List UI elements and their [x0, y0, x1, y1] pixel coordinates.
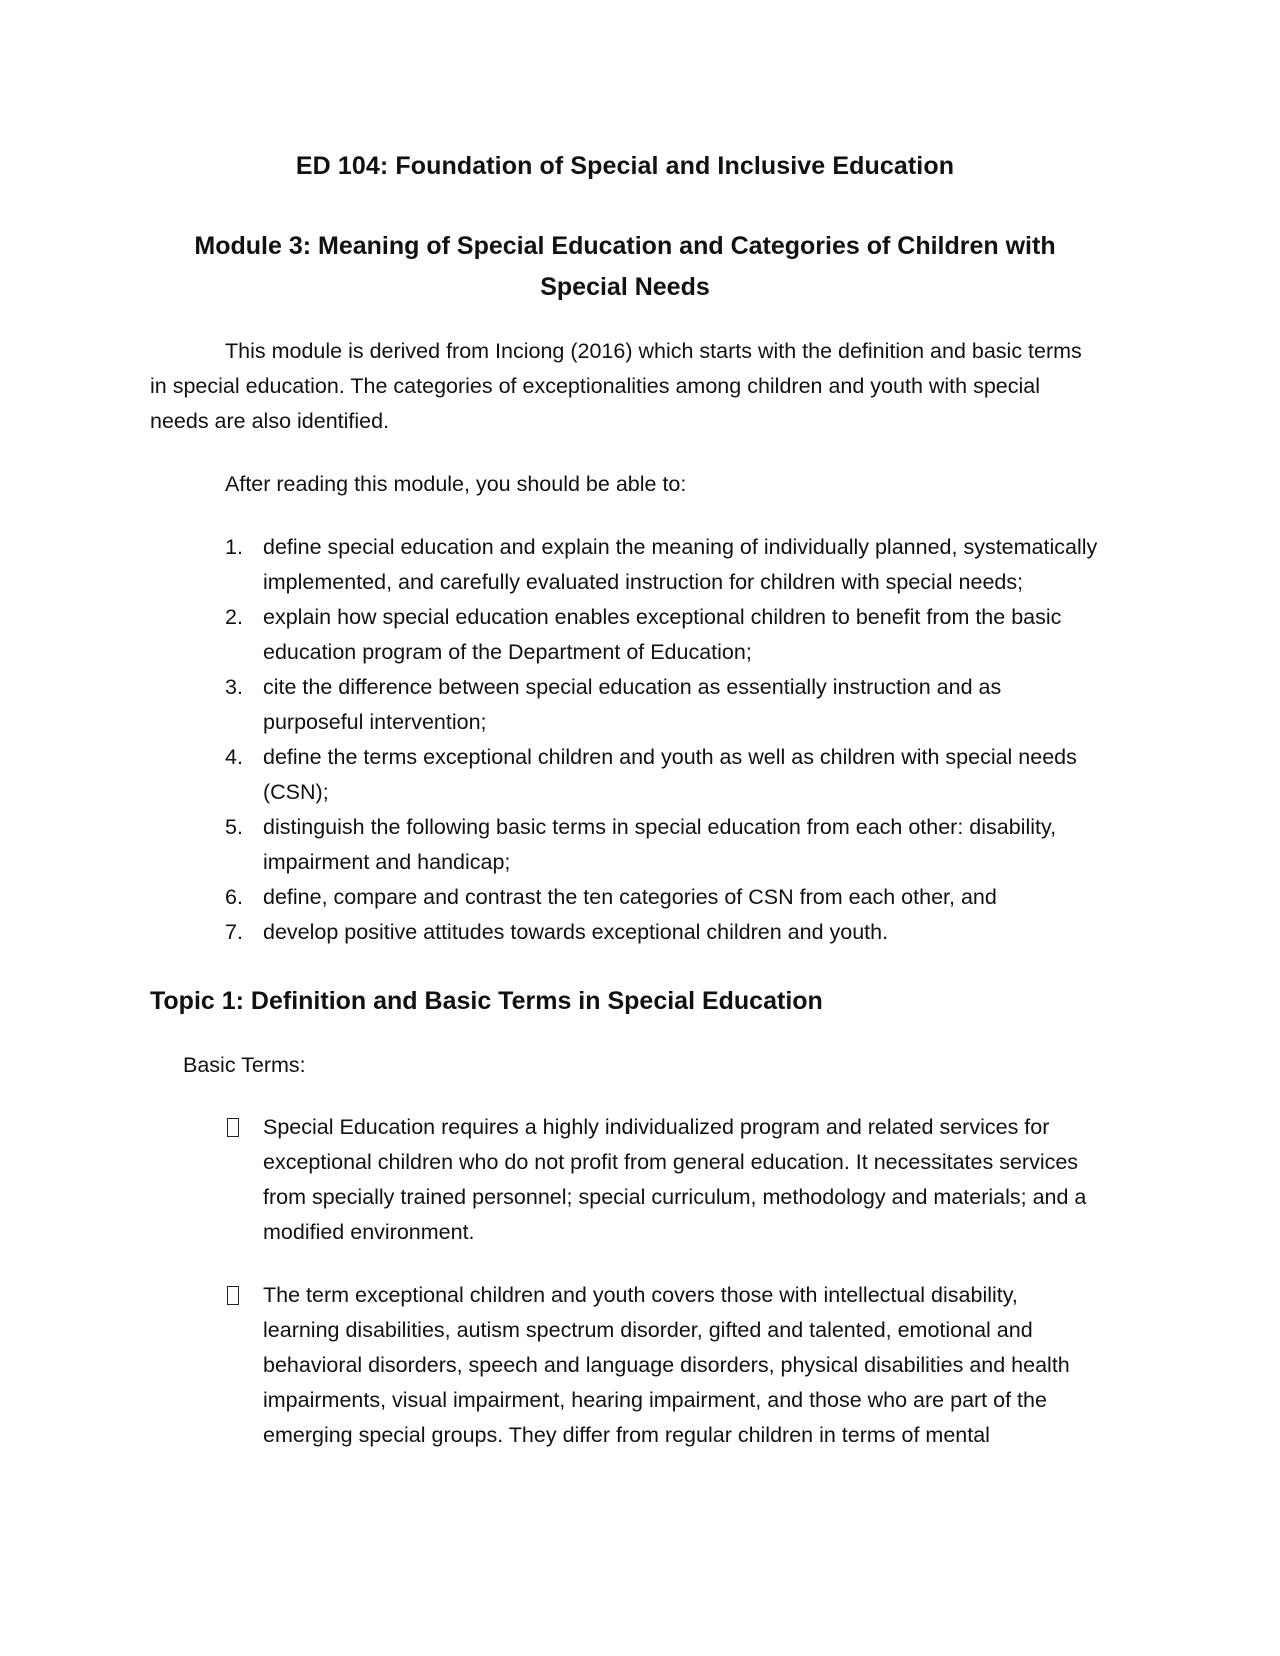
document-content — [150, 150, 1100, 1481]
checkbox-square-icon — [227, 1118, 239, 1137]
checkbox-square-icon — [227, 1286, 239, 1305]
objective-text: cite the difference between special education as essentially instruction and as purposeful intervention; — [263, 675, 1002, 734]
objective-text: define special education and explain the meaning of individually planned, systematically implemented, and carefully evaluated instruction for children with special needs; — [263, 535, 1098, 594]
objective-number: 4. — [225, 745, 243, 769]
objective-item — [150, 530, 1100, 600]
intro-paragraph: This module is derived from Inciong (2016) which starts with the definition and basic terms in special education. The categories of exceptionalities among children and youth with special needs are also identified. — [150, 339, 1082, 433]
objective-number: 3. — [225, 675, 243, 699]
objective-number: 5. — [225, 815, 243, 839]
objectives-list — [150, 530, 1100, 950]
basic-term-text: Special Education requires a highly individualized program and related services for exceptional children who do not profit from general education. It necessitates services from specially trained personnel; special curriculum, methodology and materials; and a modified environment. — [263, 1115, 1087, 1244]
objective-item — [150, 880, 1100, 915]
objective-number: 6. — [225, 885, 243, 909]
topic-title: Topic 1: Definition and Basic Terms in Special Education — [150, 987, 823, 1015]
objective-item — [150, 810, 1100, 880]
objective-item — [150, 915, 1100, 950]
course-title: ED 104: Foundation of Special and Inclusive Education — [295, 152, 955, 180]
objective-text: develop positive attitudes towards exceptional children and youth. — [263, 920, 889, 944]
basic-term-item — [150, 1110, 1100, 1250]
objective-number: 2. — [225, 605, 243, 629]
objective-item — [150, 600, 1100, 670]
objective-text: define, compare and contrast the ten categories of CSN from each other, and — [263, 885, 997, 909]
objective-text: distinguish the following basic terms in special education from each other: disability, impairment and handicap; — [263, 815, 1057, 874]
basic-terms-list — [150, 1110, 1100, 1453]
objective-number: 1. — [225, 535, 243, 559]
objective-number: 7. — [225, 920, 243, 944]
module-title: Module 3: Meaning of Special Education and Categories of Children with Special Needs — [194, 232, 1056, 301]
basic-term-text: The term exceptional children and youth covers those with intellectual disability, learning disabilities, autism spectrum disorder, gifted and talented, emotional and behavioral disorders, speech and language disorders, physical disabilities and health impairments, visual impairment, hearing impairment, and those who are part of the emerging special groups. They differ from regular children in terms of mental — [263, 1283, 1070, 1447]
objective-item — [150, 740, 1100, 810]
basic-term-item — [150, 1278, 1100, 1453]
basic-terms-label: Basic Terms: — [183, 1053, 306, 1077]
objectives-lead: After reading this module, you should be able to: — [225, 472, 687, 496]
objective-item — [150, 670, 1100, 740]
objective-text: define the terms exceptional children and youth as well as children with special needs (CSN); — [263, 745, 1077, 804]
objective-text: explain how special education enables exceptional children to benefit from the basic education program of the Department of Education; — [263, 605, 1062, 664]
